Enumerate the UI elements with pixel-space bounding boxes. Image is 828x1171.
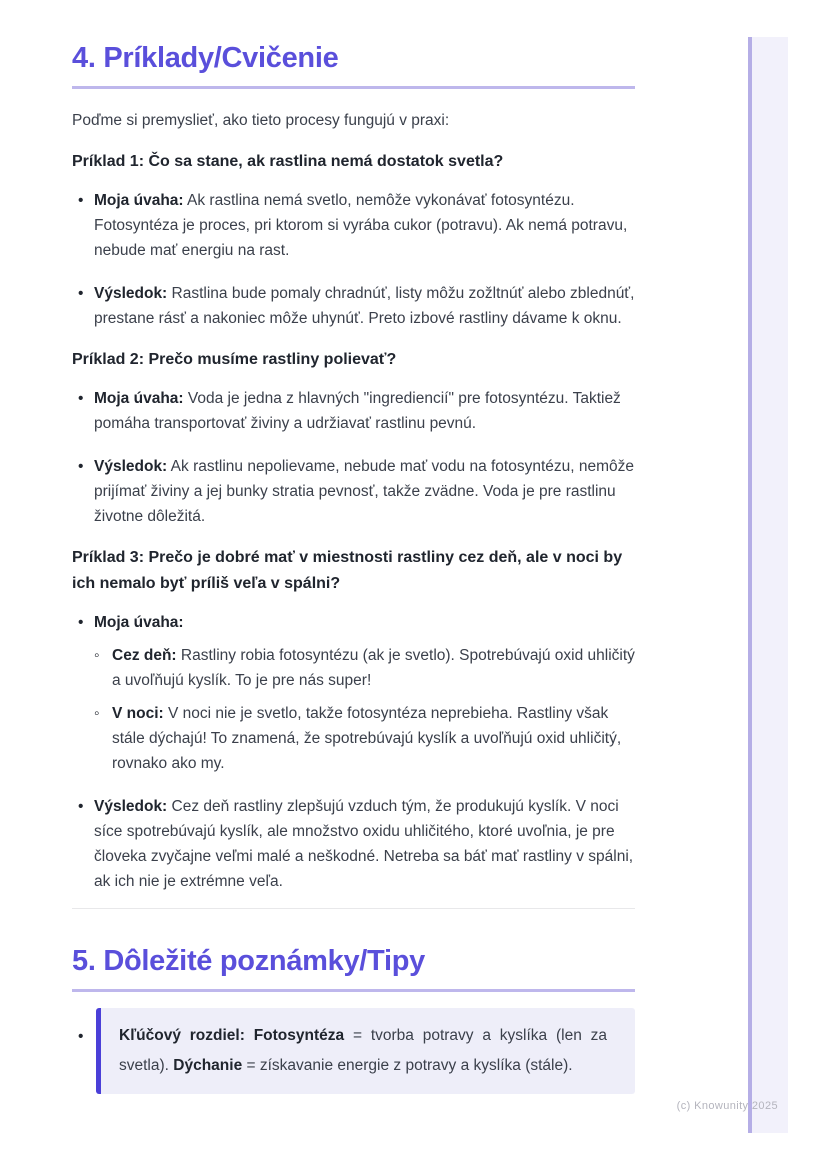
bullet-label: Výsledok: xyxy=(94,285,168,302)
bullet-text: V noci nie je svetlo, takže fotosyntéza neprebieha. Rastliny však stále dýchajú! To znamená, že spotrebúvajú kyslík a uvoľňujú oxid uhličitý, rovnako ako my. xyxy=(112,705,622,772)
key-note-text xyxy=(119,1021,607,1081)
bullet-text: Ak rastlinu nepolievame, nebude mať vodu na fotosyntézu, nemôže prijímať živiny a jej bunky stratia pevnosť, takže zvädne. Voda je pre rastlinu životne dôležitá. xyxy=(94,458,635,525)
list-item xyxy=(72,188,635,263)
section5-title: 5. Dôležité poznámky/Tipy xyxy=(72,945,425,977)
bullet-label: Moja úvaha: xyxy=(94,390,184,407)
section5-title-underline xyxy=(72,989,635,992)
example-1-heading: Príklad 1: Čo sa stane, ak rastlina nemá dostatok svetla? xyxy=(72,153,504,170)
bullet-text: Voda je jedna z hlavných "ingrediencií" pre fotosyntézu. Taktiež pomáha transportovať živiny a udržiavať rastlinu pevnú. xyxy=(94,390,621,432)
key-note-fragment: = získavanie energie z potravy a kyslíka (stále). xyxy=(242,1057,573,1074)
list-item xyxy=(72,281,635,331)
section4-title: 4. Príklady/Cvičenie xyxy=(72,42,339,74)
section-divider xyxy=(72,908,635,909)
sub-list-item xyxy=(94,643,635,693)
key-note-fragment: = tvorba potravy a kyslíka (len za svetla). xyxy=(119,1027,608,1074)
page-edge-strip xyxy=(748,37,788,1133)
key-note-bold: Kľúčový rozdiel: Fotosyntéza xyxy=(119,1027,345,1044)
bullet-label: Výsledok: xyxy=(94,798,168,815)
section4-intro: Poďme si premyslieť, ako tieto procesy fungujú v praxi: xyxy=(72,112,450,129)
example-2-heading: Príklad 2: Prečo musíme rastliny polievať? xyxy=(72,351,397,368)
list-item xyxy=(72,610,635,776)
key-note-row xyxy=(72,1008,635,1094)
list-item xyxy=(72,386,635,436)
list-item xyxy=(72,794,635,894)
bullet-marker: • xyxy=(78,1028,84,1045)
document-content xyxy=(72,0,635,1094)
watermark: (c) Knowunity 2025 xyxy=(676,1100,778,1112)
example-1-list xyxy=(72,188,635,331)
bullet-text: Rastliny robia fotosyntézu (ak je svetlo). Spotrebúvajú oxid uhličitý a uvoľňujú kyslík. To je pre nás super! xyxy=(112,647,635,689)
example-3-heading: Príklad 3: Prečo je dobré mať v miestnosti rastliny cez deň, ale v noci by ich nemalo byť príliš veľa v spálni? xyxy=(72,549,623,592)
bullet-label: Moja úvaha: xyxy=(94,192,184,209)
key-note-bold: Dýchanie xyxy=(173,1057,243,1074)
section4-title-underline xyxy=(72,86,635,89)
bullet-label: Výsledok: xyxy=(94,458,168,475)
bullet-text: Ak rastlina nemá svetlo, nemôže vykonávať fotosyntézu. Fotosyntéza je proces, pri ktorom si vyrába cukor (potravu). Ak nemá potravu, nebude mať energiu na rast. xyxy=(94,192,628,259)
list-item xyxy=(72,454,635,529)
bullet-text: Rastlina bude pomaly chradnúť, listy môžu zožltnúť alebo zblednúť, prestane rásť a nakoniec môže uhynúť. Preto izbové rastliny dávame k oknu. xyxy=(94,285,635,327)
example-2-list xyxy=(72,386,635,529)
sub-list-item xyxy=(94,701,635,776)
bullet-label: Cez deň: xyxy=(112,647,177,664)
bullet-text: Cez deň rastliny zlepšujú vzduch tým, že produkujú kyslík. V noci síce spotrebúvajú kyslík, ale množstvo oxidu uhličitého, ktoré uvoľnia, je pre človeka zvyčajne veľmi malé a neškodné. Netreba sa báť mať rastliny v spálni, ak ich nie je extrémne veľa. xyxy=(94,798,634,890)
bullet-label: V noci: xyxy=(112,705,164,722)
example-3-list xyxy=(72,610,635,894)
example-3-sublist xyxy=(94,643,635,776)
key-note-box xyxy=(96,1008,635,1094)
bullet-label: Moja úvaha: xyxy=(94,614,184,631)
